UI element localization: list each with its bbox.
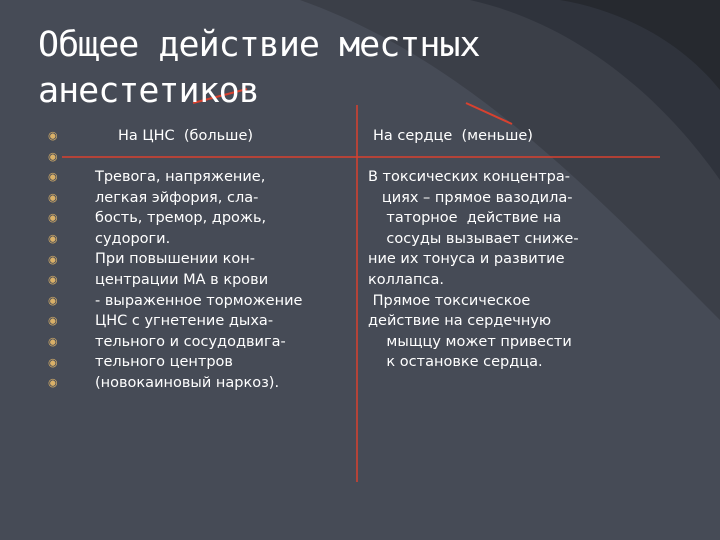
right-line: коллапса. [368,271,444,288]
right-line: ние их тонуса и развитие [368,251,565,268]
right-line: В токсических концентра- [368,169,571,185]
bullet-icon: ◉ [48,314,58,328]
bullet-icon: ◉ [48,334,58,348]
right-line: сосуды вызывает сниже- [368,230,579,247]
left-column-text [95,167,302,394]
bullet-icon: ◉ [48,190,58,204]
right-column-header: На сердце (меньше) [373,128,533,144]
bullet-icon: ◉ [48,355,58,369]
left-line: легкая эйфория, сла- [95,189,259,206]
bullet-icon: ◉ [48,293,58,307]
right-line: таторное действие на [368,210,562,227]
left-line: (новокаиновый наркоз). [95,374,280,391]
left-column-header: На ЦНС (больше) [118,128,254,144]
right-line: мыщцу может привести [368,333,572,350]
right-column-text [368,167,579,373]
left-line: судороги. [95,230,171,247]
right-line: к остановке сердца. [368,354,543,371]
left-line: центрации МА в крови [95,271,269,288]
bullet-icon: ◉ [48,376,58,390]
title-line-1: Общее действие местных [38,25,480,65]
page-title [38,22,598,114]
left-line: тельного и сосудодвига- [95,333,286,350]
bullet-icon: ◉ [48,170,58,184]
bullet-icon: ◉ [48,252,58,266]
left-line: ЦНС с угнетение дыха- [95,313,274,330]
bullet-icon: ◉ [48,211,58,225]
title-line-2: анестетиков [38,71,259,111]
right-line: циях – прямое вазодила- [368,189,573,206]
left-line: - выраженное торможение [95,292,303,309]
left-line: Тревога, напряжение, [95,169,266,185]
right-line: Прямое токсическое [368,292,531,309]
left-line: тельного центров [95,354,233,371]
right-line: действие на сердечную [368,313,552,330]
left-line: бость, тремор, дрожь, [95,210,267,227]
bullet-icon: ◉ [48,149,58,163]
bullet-icon: ◉ [48,273,58,287]
bullet-icon: ◉ [48,231,58,245]
left-line: При повышении кон- [95,251,255,268]
bullet-column [48,126,64,394]
bullet-icon: ◉ [48,129,58,142]
